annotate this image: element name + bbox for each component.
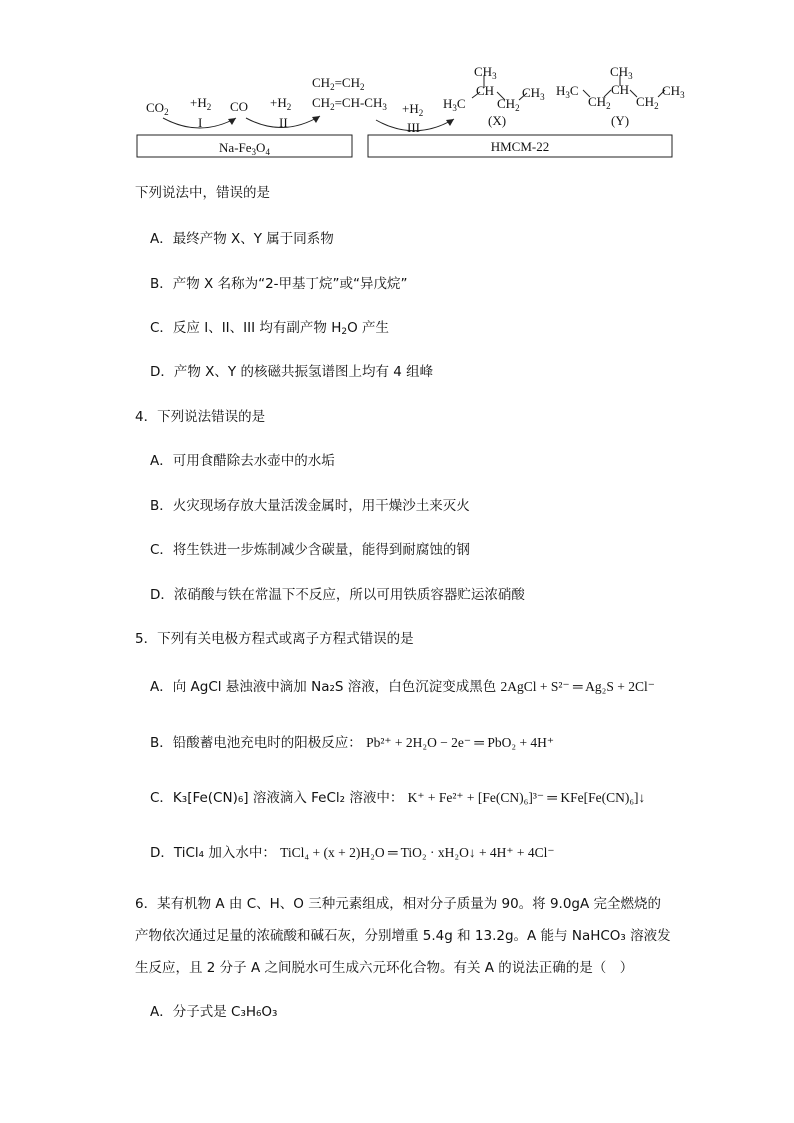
q3-stem: 下列说法中，错误的是 [135,185,270,201]
h2-reagent-3: $+H_2$ [402,101,424,118]
q5-option-c-text: C．K₃[Fe(CN)₆] 溶液滴入 FeCl₂ 溶液中： [150,790,404,806]
h2-reagent-1: $+H_2$ [190,95,212,112]
x-ch3-end: $CH_3$ [522,85,545,102]
x-methyl: $CH_3$ [474,64,497,81]
y-methyl: $CH_3$ [610,64,633,81]
q4-stem: 4．下列说法错误的是 [135,409,266,425]
h2-reagent-2: $+H_2$ [270,95,292,112]
q4-option-a: A．可用食醋除去水壶中的水垢 [150,453,335,469]
q4-option-d: D．浓硝酸与铁在常温下不反应，所以可用铁质容器贮运浓硝酸 [150,587,525,603]
q5-option-a-text: A．向 AgCl 悬浊液中滴加 Na₂S 溶液，白色沉淀变成黑色 [150,679,497,695]
catalyst-label-2: HMCM-22 [490,139,550,154]
catalyst-label-1: $Na-Fe_3O_4$ [219,140,270,157]
q5-option-c-equation: K⁺ + Fe²⁺ + [Fe(CN)₆]³⁻ ═ KFe[Fe(CN)₆]↓ [407,790,646,805]
q3-option-c: C．反应 I、II、III 均有副产物 $H_2O$ 产生 [150,320,389,337]
y-h3c: $H_3C$ [556,83,579,100]
q5-option-b-equation: Pb²⁺ + 2H₂O − 2e⁻ ═ PbO₂ + 4H⁺ [366,735,555,750]
step-1-label: I [198,115,203,130]
y-ch2-left: $CH_2$ [588,94,611,111]
q6-line-2: 产物依次通过足量的浓硫酸和碱石灰，分别增重 5.4g 和 13.2g。A 能与 NaHCO₃ 溶液发 [135,928,671,944]
q4-option-c: C．将生铁进一步炼制减少含碳量，能得到耐腐蚀的钢 [150,542,470,558]
co-formula: CO [230,99,249,114]
step-2-label: II [279,115,288,130]
q5-option-a-equation: 2AgCl + S²⁻ ═ Ag₂S + 2Cl⁻ [500,679,655,694]
q5-stem: 5．下列有关电极方程式或离子方程式错误的是 [135,631,414,647]
q3-option-d: D．产物 X、Y 的核磁共振氢谱图上均有 4 组峰 [150,364,434,380]
q6-line-3: 生反应，且 2 分子 A 之间脱水可生成六元环化合物。有关 A 的说法正确的是（ ） [135,960,634,976]
y-ch3-end: $CH_3$ [662,83,685,100]
y-label: (Y) [611,113,630,128]
q5-option-b-text: B．铅酸蓄电池充电时的阳极反应： [150,735,362,751]
x-h3c: $H_3C$ [443,96,466,113]
q6-line-1: 6．某有机物 A 由 C、H、O 三种元素组成，相对分子质量为 90。将 9.0gA 完全燃烧的 [135,896,662,912]
reaction-scheme [0,0,794,170]
x-ch: CH [476,83,495,98]
x-label: (X) [488,113,507,128]
x-ch2: $CH_2$ [497,96,520,113]
q4-option-b: B．火灾现场存放大量活泼金属时，用干燥沙土来灭火 [150,498,470,514]
propene-formula: $CH_2=CH-CH_3$ [312,95,387,112]
q5-option-a [150,679,655,695]
q6-option-a: A．分子式是 C₃H₆O₃ [150,1004,278,1020]
q3-option-c-post: O 产生 [347,320,389,336]
q3-option-a: A．最终产物 X、Y 属于同系物 [150,231,334,247]
step-3-label: III [407,120,420,135]
y-ch: CH [611,82,630,97]
q3-option-c-pre: C．反应 I、II、III 均有副产物 H [150,320,342,336]
co2-formula: $CO_2$ [146,100,169,117]
q5-option-d-text: D．TiCl₄ 加入水中： [150,845,276,861]
q5-option-d-equation: TiCl₄ + (x + 2)H₂O ═ TiO₂ · xH₂O↓ + 4H⁺ + 4Cl⁻ [280,845,555,860]
q5-option-b [150,735,554,751]
q5-option-d [150,845,555,861]
ethene-formula: $CH_2=CH_2$ [312,75,365,92]
y-ch2-right: $CH_2$ [636,94,659,111]
q5-option-c [150,790,645,806]
q3-option-b: B．产物 X 名称为“2-甲基丁烷”或“异戊烷” [150,276,408,292]
